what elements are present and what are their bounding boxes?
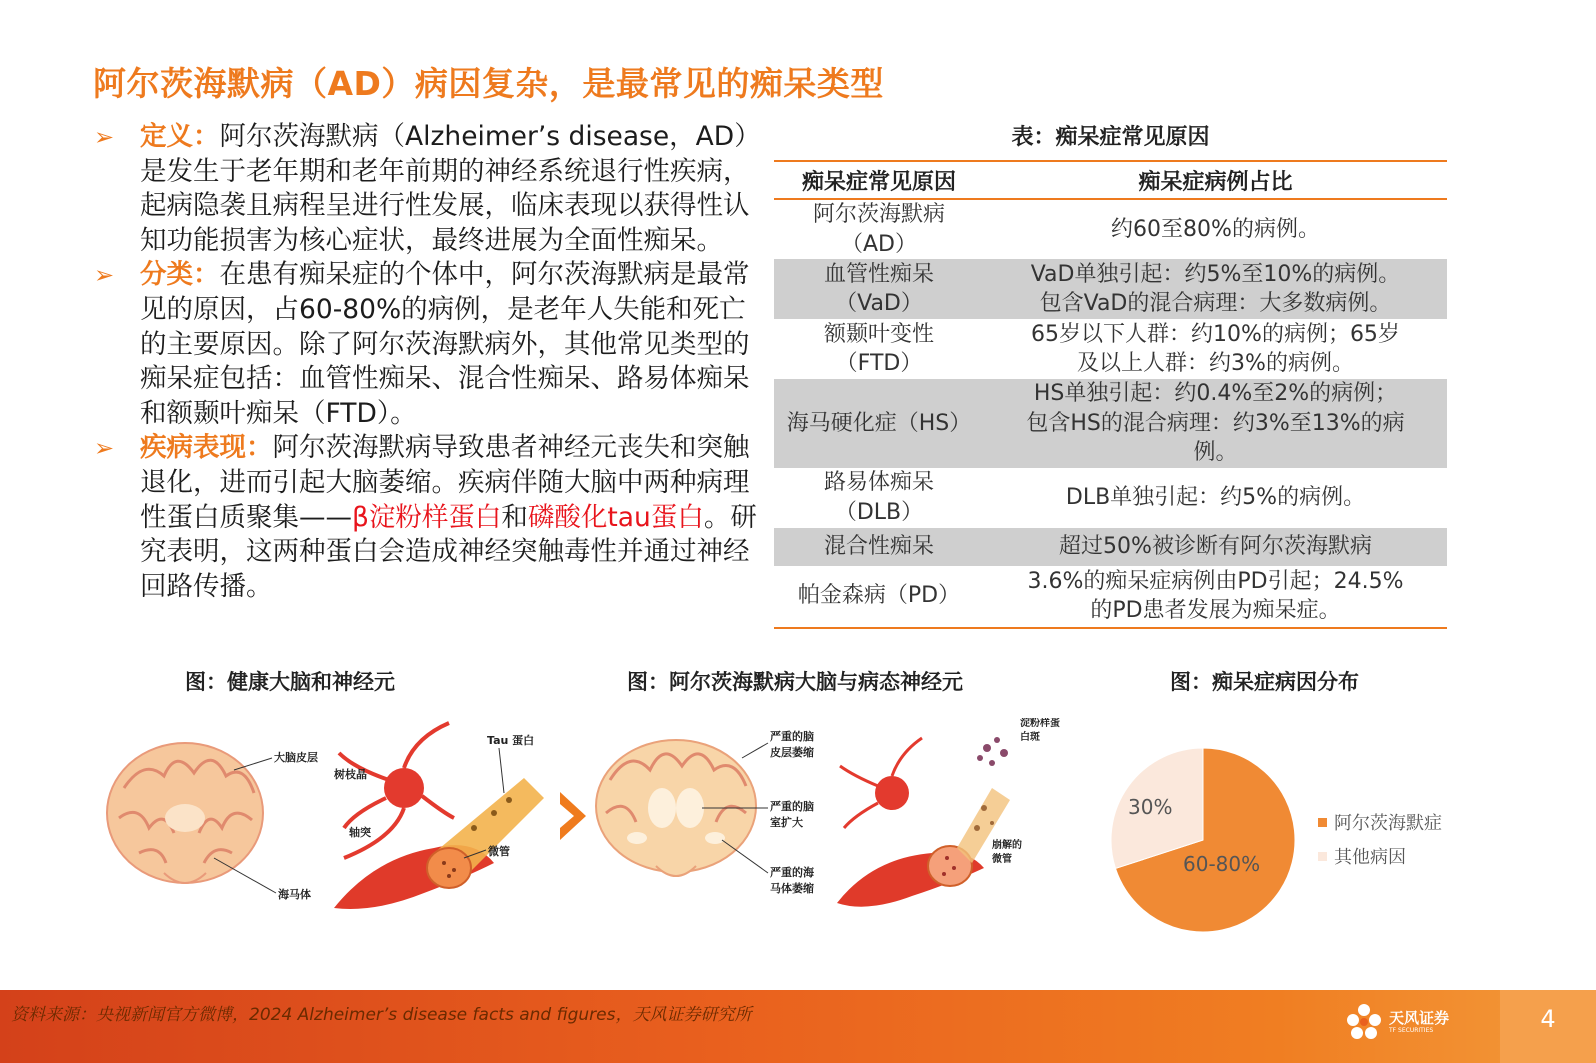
cell-share [984,259,1447,319]
cell-share-line: 及以上人群：约3%的病例。 [1077,351,1354,376]
logo-name-en: TF SECURITIES [1389,1026,1434,1034]
bullet-arrow-icon: ➢ [94,434,115,463]
cell-share-line: 包含VaD的混合病理：大多数病例。 [1039,291,1392,316]
logo-text [1389,1010,1449,1035]
pie-label-other: 30% [1128,795,1173,819]
label-microtubule: 微管 [488,845,510,858]
highlight-tau: 磷酸化tau蛋白 [527,501,704,533]
cell-cause-line: 路易体痴呆 [823,470,934,495]
cell-cause [774,528,984,566]
legend-label-other: 其他病因 [1334,847,1406,868]
bullet-text: 阿尔茨海默病（Alzheimer’s disease，AD）是发生于老年期和老年前期的神经系统退行性疾病，起病隐袭且病程呈进行性发展，临床表现以获得性认知功能损害为核心症状，最终进展为全面性痴呆。 [140,121,750,256]
table-row [774,566,1447,628]
label-ad-hippo-1: 严重的海 [770,866,814,879]
cell-cause [774,319,984,379]
label-ad-plaque-2: 白斑 [1020,732,1040,743]
legend-item-other [1318,839,1442,873]
cell-share [984,528,1447,566]
cell-cause [774,566,984,628]
cell-cause-line: （AD） [841,231,917,257]
cell-share [984,566,1447,628]
table-body [774,199,1447,628]
table-row [774,259,1447,319]
cell-cause-line: （FTD） [835,351,923,376]
legend-item-ad [1318,805,1442,839]
chevron-right-icon [558,790,590,842]
legend-label-ad: 阿尔茨海默症 [1334,813,1442,834]
cell-share-line: 包含HS的混合病理：约3%至13%的病 [1026,410,1405,436]
label-ad-ventricle-2: 室扩大 [770,816,803,829]
logo-name-cn: 天风证券 [1389,1008,1450,1027]
page-title: 阿尔茨海默病（AD）病因复杂，是最常见的痴呆类型 [93,64,884,103]
bullet-classification [94,258,759,431]
healthy-neuron-illustration [334,723,544,909]
cell-cause-line: 阿尔茨海默病 [812,202,945,227]
table-row [774,379,1447,468]
bullet-text: 。研究表明，这两种蛋白会造成神经突触毒性并通过神经回路传播。 [140,501,757,602]
cell-cause-line: 混合性痴呆 [823,533,934,559]
ad-neuron-illustration [837,737,1010,907]
figure-caption-healthy: 图：健康大脑和神经元 [185,670,395,694]
figure-caption-pie: 图：痴呆症病因分布 [1170,670,1359,694]
cell-share [984,319,1447,379]
cell-share [984,379,1447,468]
label-cortex: 大脑皮层 [274,751,318,764]
bullet-manifestation [94,431,759,604]
bullet-text: 和 [501,501,528,533]
cell-share-line: 65岁以下人群：约10%的病例；65岁 [1031,321,1400,347]
pie-label-ad: 60-80% [1183,852,1261,876]
cell-cause [774,199,984,259]
cell-share-line: 超过50%被诊断有阿尔茨海默病 [1059,533,1372,559]
cell-share-line: 的PD患者发展为痴呆症。 [1090,598,1341,623]
label-ad-cortex-1: 严重的脑 [770,730,814,743]
cell-cause-line: 海马硬化症（HS） [786,410,972,436]
table-header-row [774,161,1447,199]
healthy-brain-illustration [107,743,263,883]
legend-swatch-other [1318,852,1327,861]
label-axon: 轴突 [349,826,371,839]
cell-share-line: 约60至80%的病例。 [1111,216,1320,242]
page-number: 4 [1500,990,1596,1063]
cell-cause-line: 血管性痴呆 [823,261,934,287]
label-dendrite: 树枝晶 [334,768,367,781]
bullet-label: 定义： [140,121,220,152]
table-row [774,319,1447,379]
label-ad-tubule-1: 崩解的 [992,840,1022,851]
cell-cause-line: （VaD） [835,291,923,316]
cause-distribution-pie [1108,745,1298,935]
cell-cause-line: 帕金森病（PD） [797,583,961,609]
cell-share-line: HS单独引起：约0.4%至2%的病例； [1033,381,1398,406]
cell-share-line: VaD单独引起：约5%至10%的病例。 [1030,261,1401,287]
cell-cause [774,468,984,528]
highlight-amyloid: β淀粉样蛋白 [352,501,502,533]
bullet-text: 在患有痴呆症的个体中，阿尔茨海默病是最常见的原因，占60-80%的病例，是老年人失能和死亡的主要原因。除了阿尔茨海默病外，其他常见类型的痴呆症包括：血管性痴呆、混合性痴呆、路易体痴呆和额颞叶痴呆（FTD）。 [140,259,750,429]
label-hippocampus: 海马体 [278,888,311,901]
source-note: 资料来源：央视新闻官方微博，2024 Alzheimer’s disease facts and figures，天风证券研究所 [11,1005,752,1025]
label-ad-plaque-1: 淀粉样蛋 [1020,718,1060,729]
cell-cause [774,259,984,319]
column-header-cause: 痴呆症常见原因 [774,161,984,199]
footer-bar [0,990,1596,1063]
pie-svg [1108,745,1298,935]
label-ad-cortex-2: 皮层萎缩 [770,746,814,759]
table-row [774,199,1447,259]
cell-cause-line: （DLB） [834,499,924,525]
bullet-label: 疾病表现： [140,432,273,464]
company-logo [1345,1002,1449,1042]
label-ad-tubule-2: 微管 [992,854,1012,865]
table-row [774,528,1447,566]
bullet-arrow-icon: ➢ [94,123,115,151]
bullet-arrow-icon: ➢ [94,261,115,290]
column-header-share: 痴呆症病例占比 [984,161,1447,199]
bullet-definition [94,120,759,258]
cell-share-line: DLB单独引起：约5%的病例。 [1065,484,1366,510]
bullet-list [94,120,759,604]
cell-share [984,468,1447,528]
figure-caption-ad: 图：阿尔茨海默病大脑与病态神经元 [627,670,963,694]
label-tau: Tau 蛋白 [487,734,535,747]
label-ad-hippo-2: 马体萎缩 [770,882,814,895]
bullet-label: 分类： [140,259,220,291]
table-row [774,468,1447,528]
bullet-text: 阿尔茨海默病导致患者神经元丧失和突触退化，进而引起大脑萎缩。疾病伴随大脑中两种病理性蛋白质聚集—— [140,432,750,533]
label-ad-ventricle-1: 严重的脑 [770,800,814,813]
ad-brain-figure [592,718,1082,918]
cell-share [984,199,1447,259]
flower-logo-icon [1345,1002,1383,1042]
dementia-causes-table [774,160,1447,629]
healthy-brain-figure [104,718,556,918]
pie-legend [1318,805,1442,873]
cell-share-line: 3.6%的痴呆症病例由PD引起；24.5% [1027,568,1404,594]
legend-swatch-ad [1318,818,1327,827]
table-caption: 表：痴呆症常见原因 [1011,125,1210,150]
cell-share-line: 例。 [1193,440,1238,465]
cell-cause [774,379,984,468]
cell-cause-line: 额颞叶变性 [823,321,934,347]
